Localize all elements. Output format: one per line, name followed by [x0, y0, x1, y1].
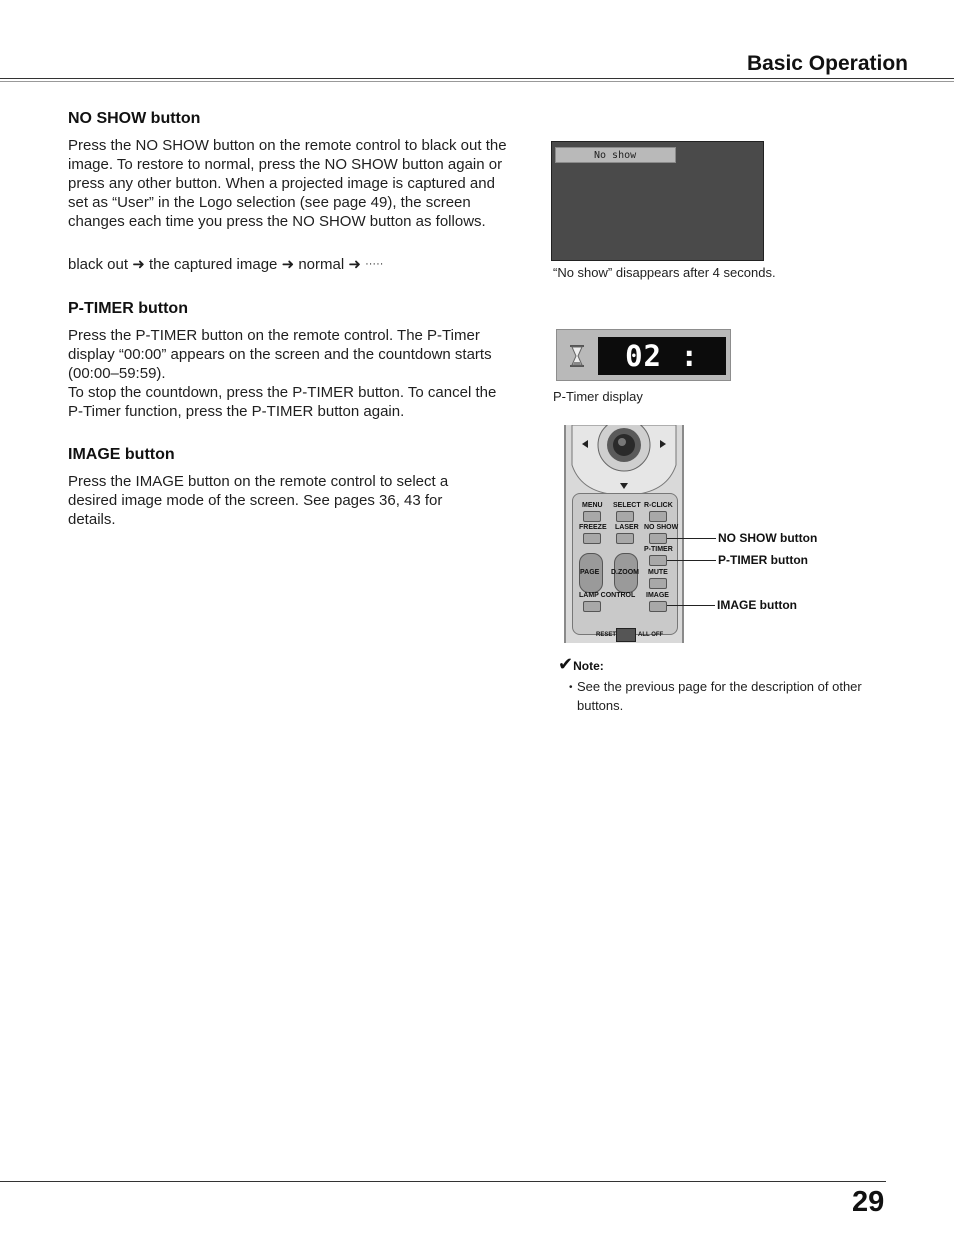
- ptimer-section-body-1: Press the P-TIMER button on the remote control. The P-Timer display “00:00” appears on the screen and the countdown starts (00:00–59:59).: [68, 327, 492, 382]
- sequence-blackout: black out: [68, 256, 129, 273]
- remote-select-button: [616, 511, 634, 522]
- header-rule: [0, 78, 954, 79]
- noshow-screen-figure: [551, 141, 764, 261]
- remote-label-reset: RESET: [596, 632, 617, 638]
- remote-label-freeze: FREEZE: [579, 524, 607, 531]
- ptimer-time-readout: 02 : 02: [598, 337, 726, 375]
- note-heading: [558, 654, 604, 675]
- remote-label-noshow: NO SHOW: [644, 524, 679, 531]
- ptimer-caption: P-Timer display: [553, 389, 643, 404]
- ptimer-section-body-2: To stop the countdown, press the P-TIMER button. To cancel the P-Timer function, press the P-TIMER button again.: [68, 384, 497, 420]
- remote-noshow-button: [649, 533, 667, 544]
- remote-label-menu: MENU: [582, 502, 603, 509]
- remote-reset-switch: [616, 628, 636, 642]
- hourglass-icon: [569, 345, 585, 367]
- ptimer-callout-line: [667, 560, 716, 561]
- remote-label-mute: MUTE: [648, 569, 668, 576]
- noshow-callout: NO SHOW button: [718, 531, 818, 545]
- note-title: Note:: [573, 659, 604, 673]
- noshow-message-bar: No show: [555, 147, 676, 163]
- remote-label-lamp: LAMP CONTROL: [579, 592, 636, 599]
- remote-laser-button: [616, 533, 634, 544]
- noshow-sequence: [68, 255, 383, 274]
- remote-label-page: PAGE: [580, 569, 600, 576]
- noshow-caption: “No show” disappears after 4 seconds.: [553, 265, 776, 280]
- remote-freeze-button: [583, 533, 601, 544]
- header-rule-thin: [0, 81, 954, 82]
- remote-image-button: [649, 601, 667, 612]
- page-number: 29: [852, 1186, 885, 1218]
- arrow-icon: ➜: [348, 256, 361, 273]
- footer-rule: [0, 1181, 886, 1182]
- continuation-dots: ·····: [365, 258, 384, 270]
- arrow-icon: ➜: [281, 256, 295, 273]
- remote-rclick-button: [649, 511, 667, 522]
- remote-label-ptimer: P-TIMER: [644, 546, 673, 553]
- note-bullet-text: See the previous page for the description of other buttons.: [577, 679, 862, 713]
- noshow-section-title: NO SHOW button: [68, 110, 201, 127]
- remote-label-rclick: R-CLICK: [644, 502, 673, 509]
- image-section-title: IMAGE button: [68, 446, 175, 463]
- remote-mute-button: [649, 578, 667, 589]
- image-callout-line: [667, 605, 715, 606]
- sequence-captured-image: the captured image: [148, 256, 278, 273]
- noshow-callout-line: [667, 538, 716, 539]
- remote-lamp-button: [583, 601, 601, 612]
- remote-control-figure: [564, 425, 684, 643]
- image-callout: IMAGE button: [717, 598, 797, 612]
- page-title: Basic Operation: [746, 52, 908, 75]
- remote-label-alloff: ALL OFF: [638, 632, 664, 638]
- remote-label-image: IMAGE: [646, 592, 669, 599]
- image-section-body: Press the IMAGE button on the remote control to select a desired image mode of the screen. See pages 36, 43 for details.: [68, 473, 449, 528]
- remote-label-laser: LASER: [615, 524, 639, 531]
- arrow-icon: ➜: [132, 256, 145, 273]
- note-bullet-marker: •: [569, 682, 573, 693]
- ptimer-callout: P-TIMER button: [718, 553, 808, 567]
- remote-ptimer-button: [649, 555, 667, 566]
- sequence-normal: normal: [298, 256, 345, 273]
- remote-pointer-pad: [566, 425, 682, 495]
- checkmark-icon: ✔: [558, 654, 574, 674]
- remote-label-select: SELECT: [613, 502, 641, 509]
- remote-menu-button: [583, 511, 601, 522]
- noshow-section-body: Press the NO SHOW button on the remote control to black out the image. To restore to normal, press the NO SHOW button again or press any other button. When a projected image is captured and set as “User” in the Logo selection (see page 49), the screen changes each time you press the NO SHOW button as follows.: [68, 137, 507, 230]
- ptimer-section-title: P-TIMER button: [68, 300, 188, 317]
- remote-label-dzoom: D.ZOOM: [611, 569, 639, 576]
